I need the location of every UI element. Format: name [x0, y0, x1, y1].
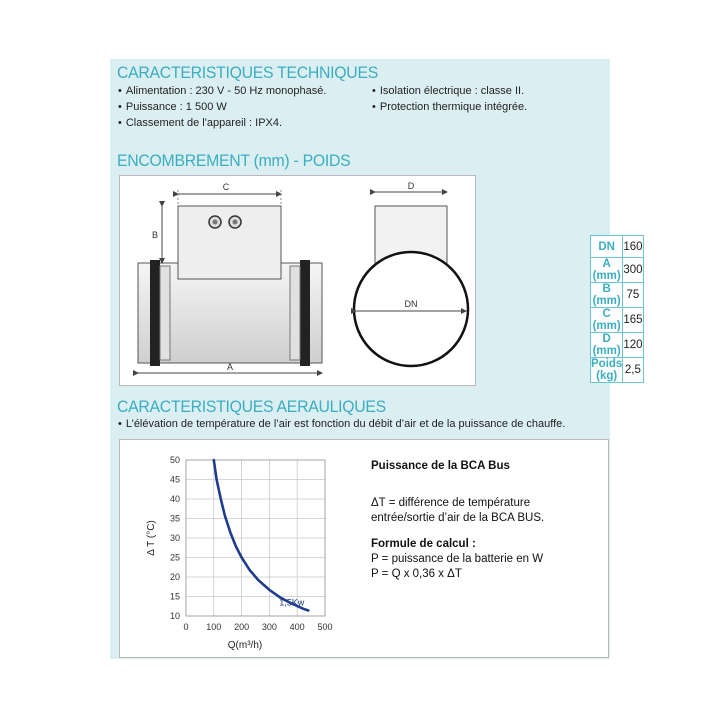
x-tick-label: 200 [234, 622, 250, 632]
gasket-left [150, 260, 160, 366]
dimension-drawing [119, 175, 476, 386]
param-name: A (mm) [591, 258, 623, 283]
formula-line-2: P = Q x 0,36 x ΔT [371, 568, 462, 580]
dim-c-label: C [222, 182, 230, 192]
aero-title: CARACTERISTIQUES AERAULIQUES [117, 397, 386, 416]
x-tick-label: 400 [289, 622, 305, 632]
y-tick-label: 20 [169, 572, 180, 582]
delta-line-2: entrée/sortie d’air de la BCA BUS. [371, 512, 545, 524]
param-name: B (mm) [591, 283, 623, 308]
param-name: Poids (kg) [591, 358, 623, 382]
dimensions-table [590, 235, 644, 383]
x-tick-label: 500 [317, 622, 333, 632]
formula-title: Formule de calcul : [371, 538, 476, 550]
spec-protection: • Protection thermique intégrée. [372, 101, 527, 113]
duct-heater-drawing [120, 176, 475, 385]
param-value: 300 [623, 258, 643, 283]
performance-panel [119, 439, 609, 658]
y-tick-label: 35 [169, 513, 180, 524]
spec-insulation: • Isolation électrique : classe II. [372, 85, 524, 97]
y-tick-label: 50 [169, 455, 180, 465]
param-value: 165 [623, 308, 643, 333]
dims-title: ENCOMBREMENT (mm) - POIDS [117, 151, 351, 170]
duct-section [354, 252, 468, 366]
x-tick-label: 0 [183, 622, 189, 632]
table-row [591, 358, 644, 383]
param-name: C (mm) [591, 308, 623, 333]
param-name: D (mm) [591, 333, 623, 358]
y-axis-label: Δ T (°C) [146, 520, 157, 556]
data-sheet [110, 59, 643, 659]
y-tick-label: 30 [169, 533, 180, 543]
table-row [591, 283, 644, 308]
y-tick-label: 25 [169, 552, 180, 563]
spec-supply: • Alimentation : 230 V - 50 Hz monophasé. [118, 85, 326, 97]
param-value: 75 [623, 283, 643, 308]
delta-line-1: ΔT = différence de température [371, 497, 531, 509]
y-tick-label: 10 [169, 611, 180, 621]
x-tick-label: 300 [261, 622, 277, 632]
x-tick-label: 100 [206, 622, 222, 632]
y-tick-label: 40 [169, 494, 180, 504]
table-row [591, 258, 644, 283]
series-line-1-5kw [214, 460, 308, 611]
param-value: 2,5 [623, 358, 643, 383]
tech-title: CARACTERISTIQUES TECHNIQUES [117, 63, 378, 82]
temperature-chart [120, 440, 340, 657]
param-value: 120 [623, 333, 643, 358]
dim-dn-label: DN [404, 299, 418, 309]
dim-b-label: B [151, 230, 159, 240]
spec-class: • Classement de l'appareil : IPX4. [118, 117, 282, 129]
table-row [591, 308, 644, 333]
spec-power: • Puissance : 1 500 W [118, 101, 227, 113]
dim-a-label: A [226, 362, 234, 372]
x-axis-label: Q(m³/h) [227, 640, 263, 651]
info-title: Puissance de la BCA Bus [371, 460, 510, 472]
y-tick-label: 45 [169, 474, 180, 485]
param-value: 160 [623, 236, 643, 258]
formula-line-1: P = puissance de la batterie en W [371, 553, 544, 565]
table-row [591, 333, 644, 358]
y-tick-label: 15 [169, 591, 180, 602]
param-name: DN [591, 236, 623, 258]
gasket-right [300, 260, 310, 366]
aero-bullet: • L’élévation de température de l’air est fonction du débit d’air et de la puissance de chauffe. [118, 418, 565, 430]
series-label: 1,5Kw [279, 597, 305, 608]
control-box [178, 206, 281, 279]
table-row [591, 236, 644, 258]
dim-d-label: D [407, 181, 415, 191]
